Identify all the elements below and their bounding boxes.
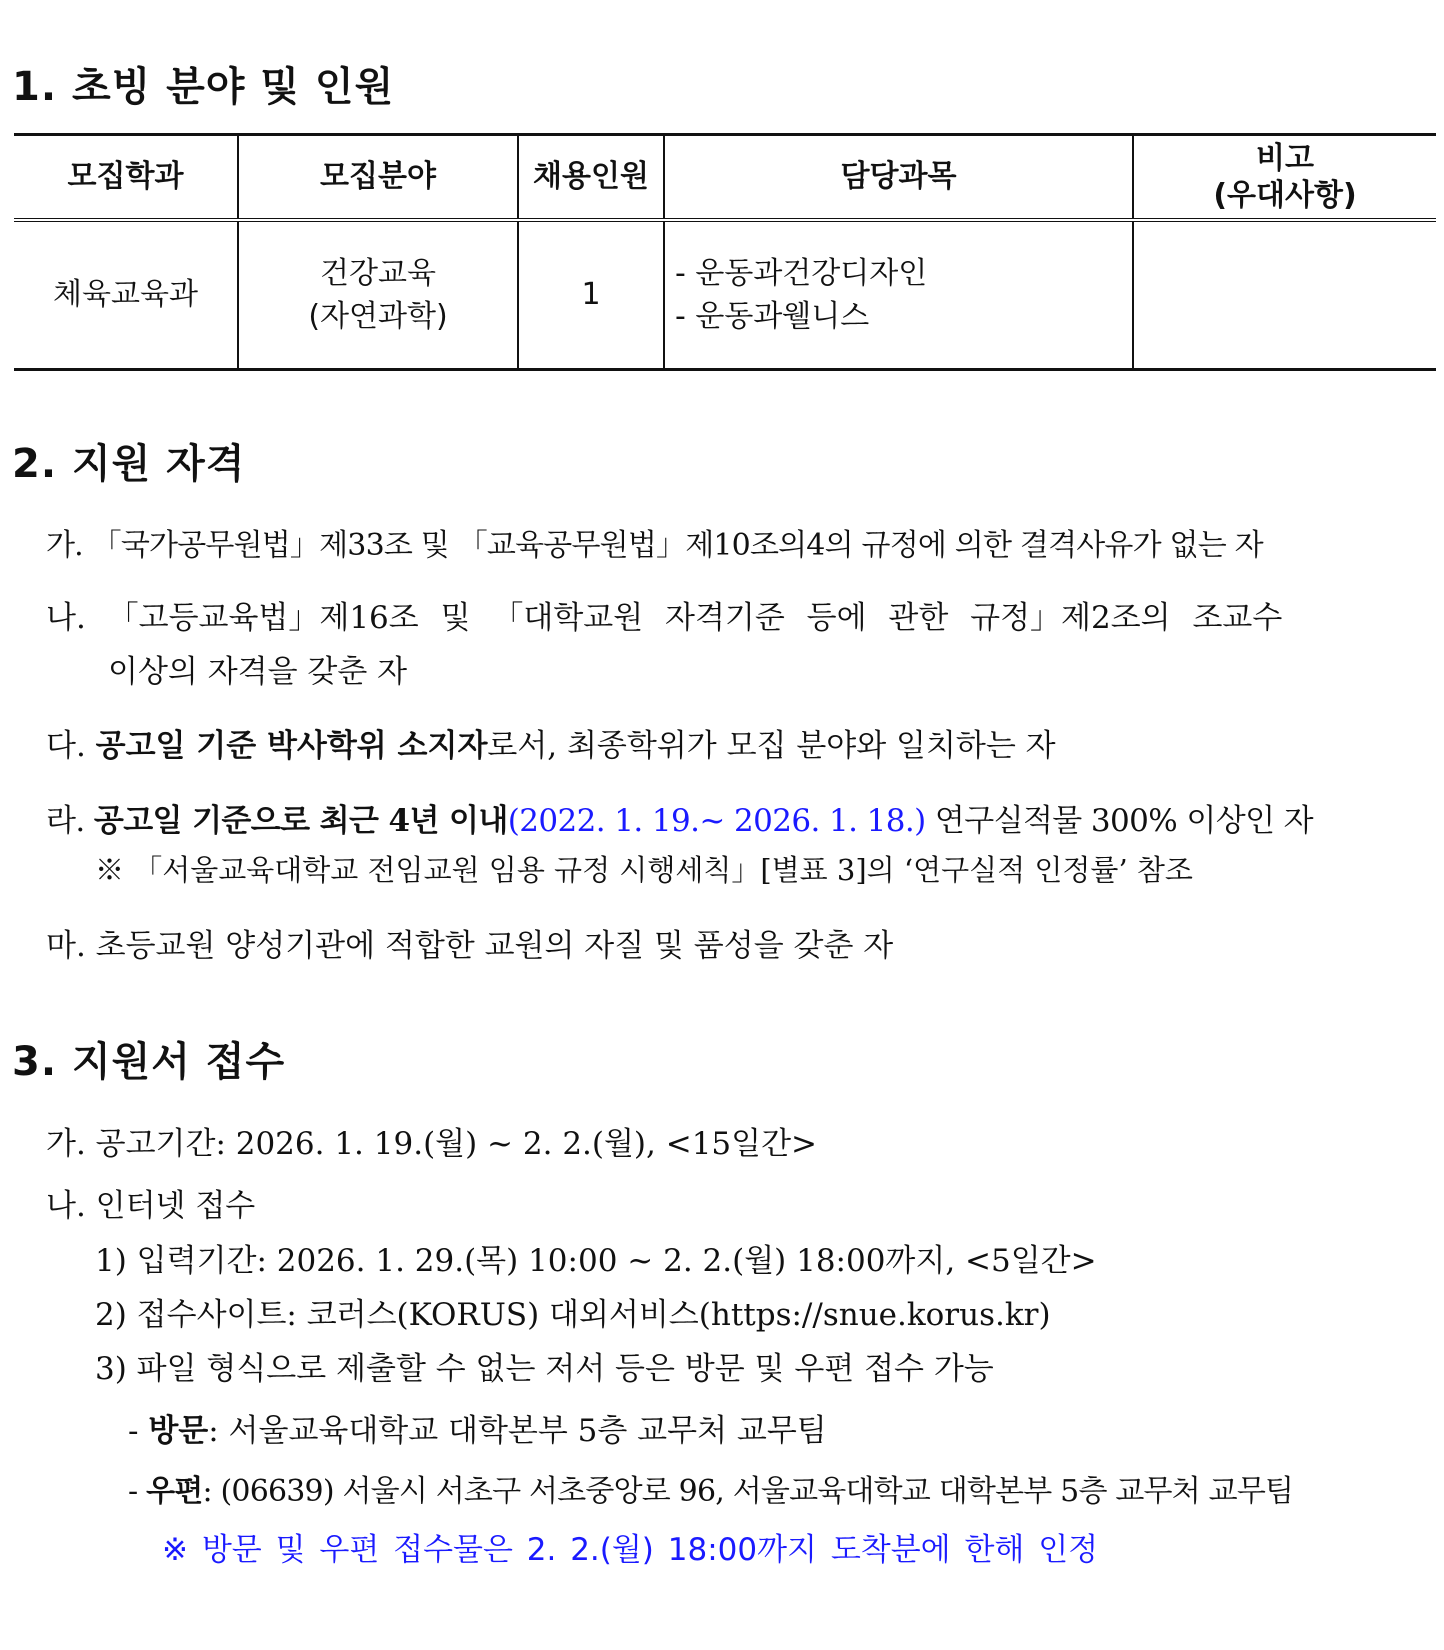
header-note: [1133, 135, 1436, 221]
deadline-note: ※ 방문 및 우편 접수물은 2. 2.(월) 18:00까지 도착분에 한해 인정: [162, 1532, 1099, 1568]
qualification-ra-bold: 공고일 기준으로 최근 4년 이내: [93, 803, 508, 839]
qualification-na-line2: 이상의 자격을 갖춘 자: [108, 654, 408, 690]
qualification-ra-note: ※ 「서울교육대학교 전임교원 임용 규정 시행세칙」[별표 3]의 ‘연구실적 인정률’ 참조: [95, 853, 1193, 887]
application-period: 가. 공고기간: 2026. 1. 19.(월) ~ 2. 2.(월), <15일간>: [46, 1126, 818, 1162]
section-3-heading: 3. 지원서 접수: [12, 1039, 286, 1085]
application-site: 2) 접수사이트: 코러스(KORUS) 대외서비스(https://snue.korus.kr): [95, 1297, 1051, 1333]
header-subjects: 담당과목: [664, 135, 1133, 221]
header-note-line2: (우대사항): [1213, 178, 1357, 213]
section-2-heading: 2. 지원 자격: [12, 441, 246, 487]
post-label: 우편: [146, 1474, 203, 1509]
cell-dept: 체육교육과: [14, 220, 238, 370]
internet-application: 나. 인터넷 접수: [46, 1188, 256, 1224]
subject-item: - 운동과웰니스: [675, 299, 870, 334]
subject-item: - 운동과건강디자인: [675, 255, 928, 291]
qualification-da-prefix: 다.: [46, 728, 96, 764]
header-count: 채용인원: [518, 135, 664, 221]
table-header-row: [14, 135, 1436, 221]
post-text: : (06639) 서울시 서초구 서초중앙로 96, 서울교육대학교 대학본부 5층 교무처 교무팀: [202, 1474, 1294, 1509]
qualification-da: [46, 720, 1056, 765]
visit-text: : 서울교육대학교 대학본부 5층 교무처 교무팀: [208, 1413, 827, 1449]
cell-field: [238, 220, 518, 370]
cell-field-line1: 건강교육: [320, 255, 436, 291]
qualification-ra: [46, 795, 1313, 840]
visit-submission: [128, 1405, 827, 1450]
visit-dash: -: [128, 1413, 149, 1449]
qualification-ma: 마. 초등교원 양성기관에 적합한 교원의 자질 및 품성을 갖춘 자: [46, 928, 894, 964]
header-note-line1: 비고: [1256, 140, 1314, 176]
header-field: 모집분야: [238, 135, 518, 221]
qualification-ra-rest: 연구실적물 300% 이상인 자: [925, 803, 1314, 839]
qualification-da-bold: 공고일 기준 박사학위 소지자: [95, 728, 488, 764]
qualification-na-line1: 나. 「고등교육법」제16조 및 「대학교원 자격기준 등에 관한 규정」제2조의 조교수: [46, 600, 1283, 636]
cell-note: [1133, 220, 1436, 370]
physical-submission: 3) 파일 형식으로 제출할 수 없는 저서 등은 방문 및 우편 접수 가능: [95, 1351, 994, 1387]
cell-count: 1: [518, 220, 664, 370]
qualification-ra-prefix: 라.: [46, 803, 94, 839]
cell-subjects: [664, 220, 1133, 370]
input-period: 1) 입력기간: 2026. 1. 29.(목) 10:00 ~ 2. 2.(월) 18:00까지, <5일간>: [95, 1243, 1097, 1279]
qualification-ra-period: (2022. 1. 19.~ 2026. 1. 18.): [507, 803, 926, 839]
post-submission: [128, 1466, 1293, 1510]
section-1-heading: 1. 초빙 분야 및 인원: [12, 64, 395, 110]
post-dash: -: [128, 1474, 147, 1509]
qualification-da-rest: 로서, 최종학위가 모집 분야와 일치하는 자: [487, 728, 1056, 764]
table-row: [14, 220, 1436, 370]
header-dept: 모집학과: [14, 135, 238, 221]
qualification-ga: 가. 「국가공무원법」제33조 및 「교육공무원법」제10조의4의 규정에 의한 결격사유가 없는 자: [46, 528, 1263, 563]
recruitment-table: [14, 133, 1436, 371]
cell-field-line2: (자연과학): [308, 299, 448, 334]
visit-label: 방문: [148, 1413, 209, 1449]
